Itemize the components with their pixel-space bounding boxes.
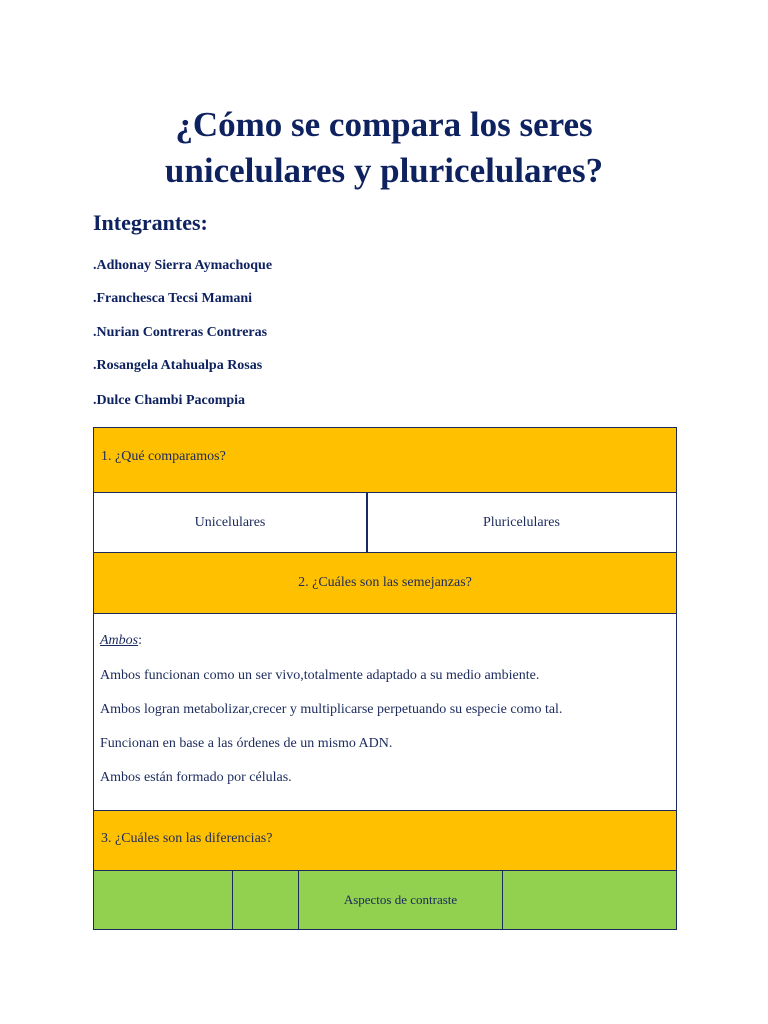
title-line-1: ¿Cómo se compara los seres — [175, 105, 593, 144]
unicellular-cell: Unicelulares — [94, 493, 368, 552]
similarities-cell — [93, 613, 677, 811]
document-title — [0, 102, 768, 194]
similarity-item: Ambos logran metabolizar,crecer y multiplicarse perpetuando su especie como tal. — [100, 702, 563, 717]
differences-empty-cell — [503, 871, 676, 929]
member-name: .Franchesca Tecsi Mamani — [93, 291, 253, 306]
title-line-2: unicelulares y pluricelulares? — [164, 151, 604, 190]
member-name: .Nurian Contreras Contreras — [93, 325, 268, 340]
similarity-item: Funcionan en base a las órdenes de un mismo ADN. — [100, 736, 393, 751]
question-2-label: 2. ¿Cuáles son las semejanzas? — [298, 575, 472, 590]
multicellular-cell: Pluricelulares — [483, 514, 560, 530]
ambos-heading — [100, 633, 142, 649]
question-3-label: 3. ¿Cuáles son las diferencias? — [101, 831, 273, 846]
differences-empty-cell — [94, 871, 233, 929]
question-2-row — [93, 552, 677, 614]
member-name: .Rosangela Atahualpa Rosas — [93, 358, 263, 373]
question-3-row — [93, 810, 677, 871]
members-heading: Integrantes: — [93, 210, 208, 235]
similarity-item: Ambos funcionan como un ser vivo,totalmente adaptado a su medio ambiente. — [100, 668, 540, 683]
question-1-label: 1. ¿Qué comparamos? — [101, 449, 226, 464]
differences-empty-cell — [233, 871, 299, 929]
question-1-row — [93, 427, 677, 493]
contrast-aspects-cell: Aspectos de contraste — [299, 871, 503, 929]
ambos-colon: : — [138, 633, 143, 648]
member-name: .Adhonay Sierra Aymachoque — [93, 258, 273, 273]
similarity-item: Ambos están formado por células. — [100, 770, 292, 785]
differences-header-row — [93, 870, 677, 930]
member-name: .Dulce Chambi Pacompia — [93, 393, 246, 408]
comparison-columns-row — [93, 492, 677, 553]
ambos-label: Ambos — [100, 633, 139, 648]
